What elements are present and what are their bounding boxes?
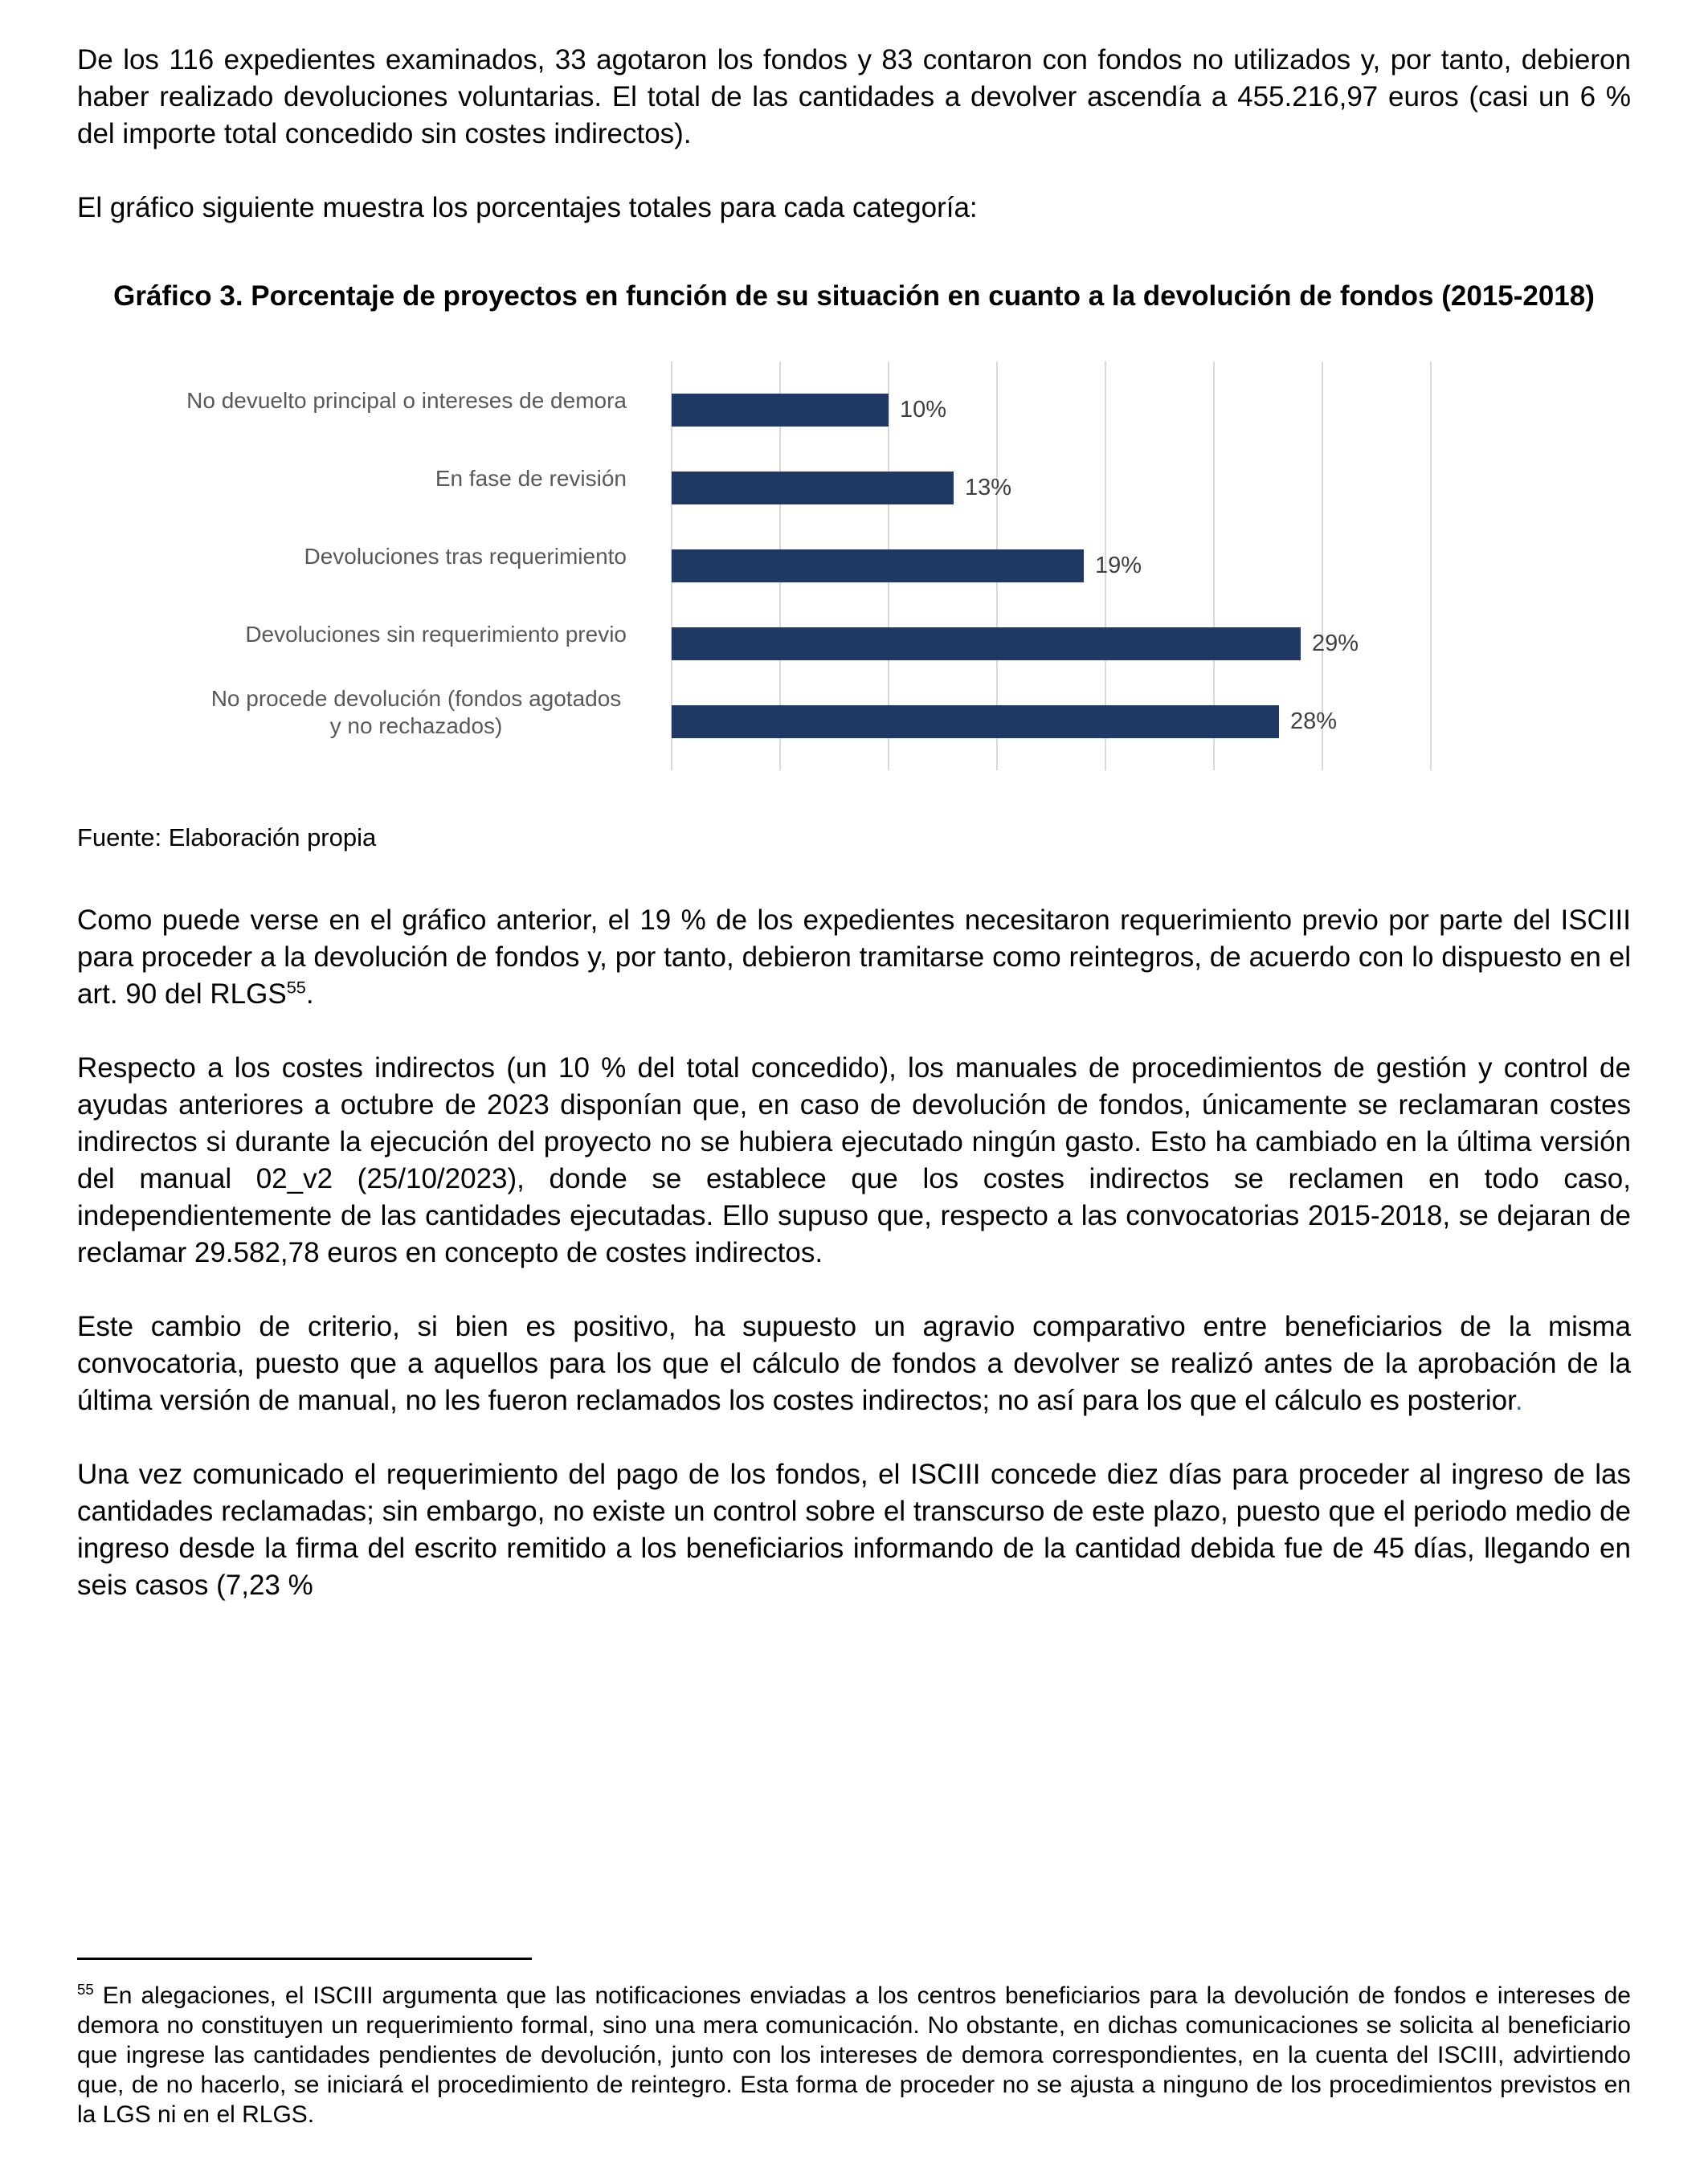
footnote-ref-55: 55: [286, 977, 306, 998]
chart-bar: [672, 627, 1301, 660]
chart-bar: [672, 549, 1084, 582]
footnote-separator: [77, 1958, 532, 1960]
paragraph-cambio-criterio: [77, 1309, 1631, 1419]
chart-bar: [672, 472, 954, 504]
footnote-55: [77, 1981, 1631, 2129]
sentence-period: .: [305, 978, 314, 1010]
chart-category-label: Devoluciones tras requerimiento: [304, 543, 627, 569]
chart-bar: [672, 705, 1279, 738]
paragraph-cambio-criterio-text: Este cambio de criterio, si bien es positivo, ha supuesto un agravio comparativo entre beneficiarios de la misma convocatoria, puesto que a aquellos para los que el cálculo de fondos a devolver se realizó antes de la aprobación de la última versión de manual, no les fueron reclamados los costes indirectos; no así para los que el cálculo es posterior: [77, 1311, 1631, 1416]
chart-bar-row: [672, 605, 1431, 683]
figure-title: Gráfico 3. Porcentaje de proyectos en función de su situación en cuanto a la devolución de fondos (2015-2018): [113, 280, 1595, 312]
chart-value-label: 10%: [900, 397, 947, 423]
paragraph-expedientes: De los 116 expedientes examinados, 33 agotaron los fondos y 83 contaron con fondos no utilizados y, por tanto, debieron haber realizado devoluciones voluntarias. El total de las cantidades a devolver ascendía a 455.216,97 euros (casi un 6 % del importe total concedido sin costes indirectos).: [77, 44, 1631, 149]
paragraph-chart-lead: El gráfico siguiente muestra los porcentajes totales para cada categoría:: [77, 192, 978, 223]
paragraph-requerimiento: [77, 902, 1631, 1013]
chart-bar-rows: [672, 371, 1431, 761]
footnote-section: [77, 1958, 1631, 2129]
chart-bar: [672, 394, 889, 427]
chart-body: [109, 361, 1631, 770]
chart-category-label: En fase de revisión: [435, 465, 627, 491]
chart-bar-row: [672, 449, 1431, 527]
footnote-text-content: En alegaciones, el ISCIII argumenta que las notificaciones enviadas a los centros beneficiarios para la devolución de fondos e intereses de demora no constituyen un requerimiento formal, sino una mera comunicación. No obstante, en dichas comunicaciones se solicita al beneficiario que ingrese las cantidades pendientes de devolución, junto con los intereses de demora correspondientes, en la cuenta del ISCIII, advirtiendo que, de no hacerlo, se iniciará el procedimiento de reintegro. Esta forma de proceder no se ajusta a ninguno de los procedimientos previstos en la LGS ni en el RLGS.: [77, 1982, 1631, 2128]
bar-chart: [109, 361, 1631, 770]
chart-category-label: Devoluciones sin requerimiento previo: [245, 621, 627, 647]
chart-value-label: 28%: [1290, 708, 1338, 734]
chart-source: Fuente: Elaboración propia: [77, 823, 377, 851]
blue-period: .: [1514, 1385, 1523, 1416]
chart-category-label: No devuelto principal o intereses de demora: [186, 387, 627, 413]
footnote-marker: 55: [77, 1981, 94, 1998]
paragraph-plazo-ingreso: Una vez comunicado el requerimiento del pago de los fondos, el ISCIII concede diez días para proceder al ingreso de las cantidades reclamadas; sin embargo, no existe un control sobre el transcurso de este plazo, puesto que el periodo medio de ingreso desde la firma del escrito remitido a los beneficiarios informando de la cantidad debida fue de 45 días, llegando en seis casos (7,23 %: [77, 1459, 1631, 1601]
chart-category-label: No procede devolución (fondos agotados y no rechazados): [210, 685, 622, 738]
chart-value-label: 29%: [1312, 631, 1359, 656]
chart-bar-row: [672, 371, 1431, 449]
chart-value-label: 13%: [965, 475, 1012, 500]
paragraph-costes-indirectos: Respecto a los costes indirectos (un 10 % del total concedido), los manuales de procedimientos de gestión y control de ayudas anteriores a octubre de 2023 disponían que, en caso de devolución de fondos, únicamente se reclamaran costes indirectos si durante la ejecución del proyecto no se hubiera ejecutado ningún gasto. Esto ha cambiado en la última versión del manual 02_v2 (25/10/2023), donde se establece que los costes indirectos se reclamen en todo caso, independientemente de las cantidades ejecutadas. Ello supuso que, respecto a las convocatorias 2015-2018, se dejaran de reclamar 29.582,78 euros en concepto de costes indirectos.: [77, 1052, 1631, 1268]
chart-bar-row: [672, 527, 1431, 605]
chart-labels: [109, 361, 672, 770]
paragraph-requerimiento-text: Como puede verse en el gráfico anterior, el 19 % de los expedientes necesitaron requerimiento previo por parte del ISCIII para proceder a la devolución de fondos y, por tanto, debieron tramitarse como reintegros, de acuerdo con lo dispuesto en el art. 90 del RLGS: [77, 904, 1631, 1010]
chart-plot: [672, 361, 1431, 770]
chart-value-label: 19%: [1095, 553, 1142, 578]
chart-bar-row: [672, 683, 1431, 761]
